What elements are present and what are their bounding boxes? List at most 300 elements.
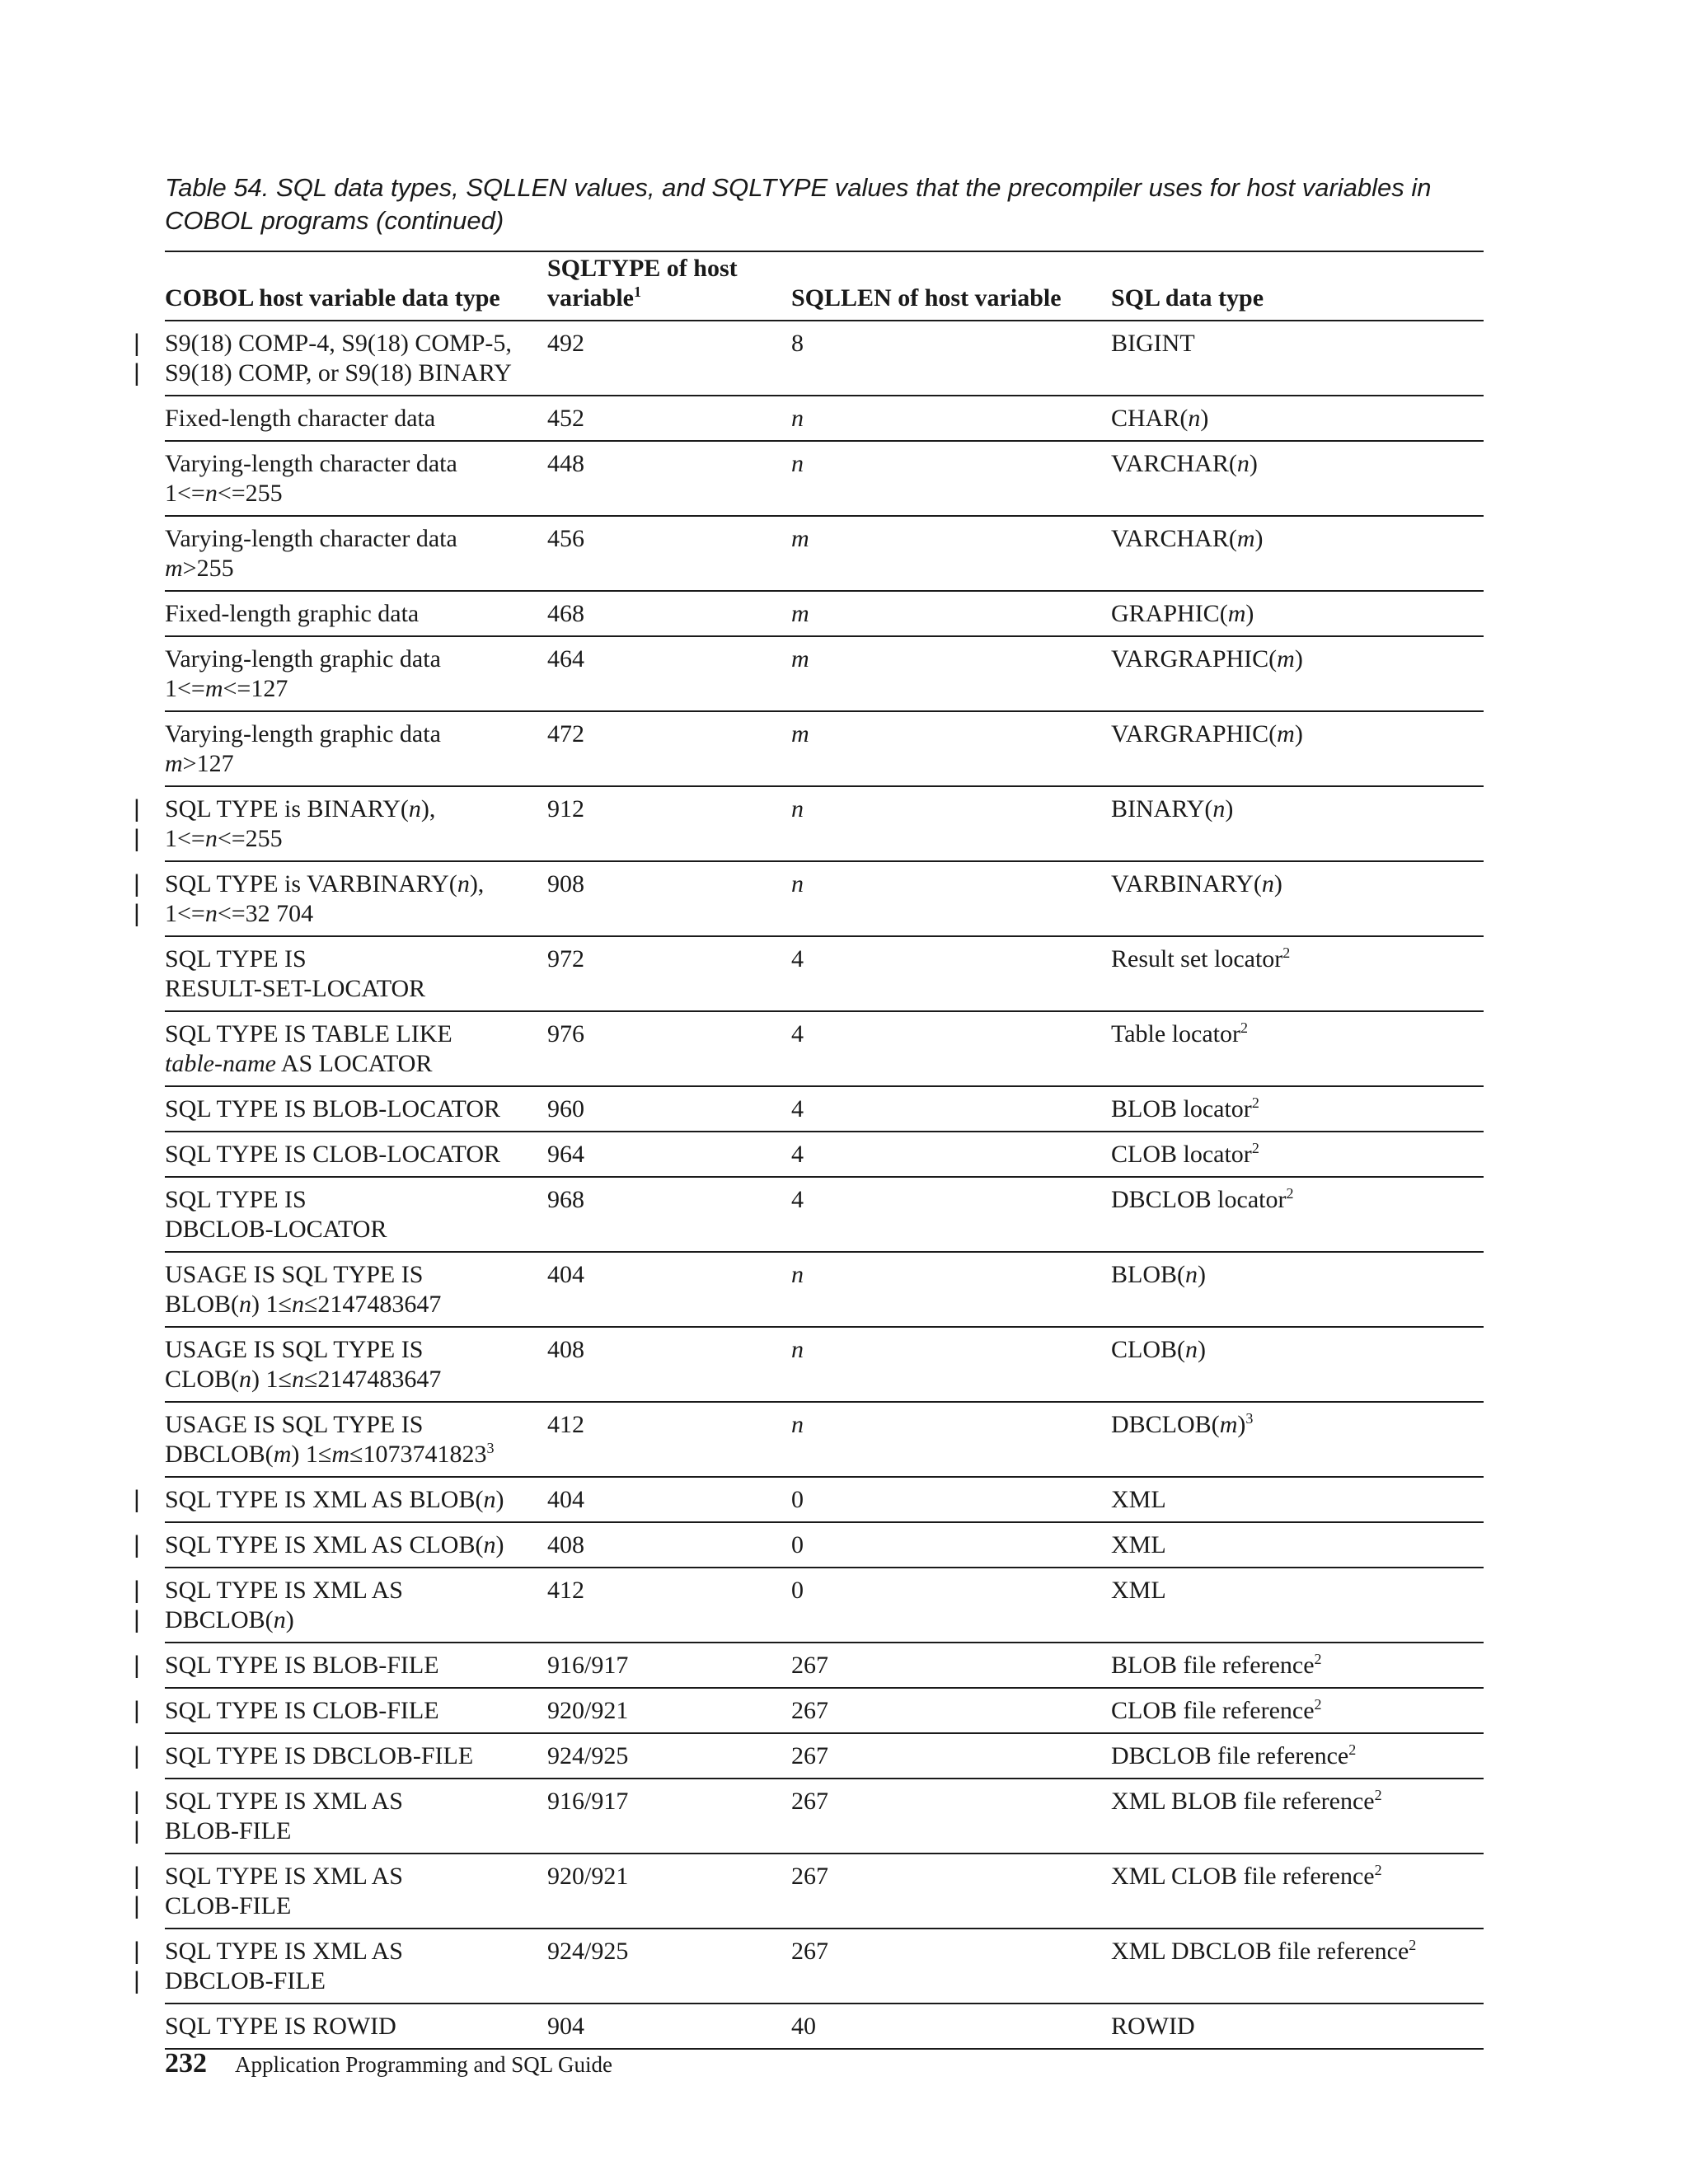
cell-text: <=255 — [217, 825, 283, 852]
cell-cobol-type — [165, 524, 544, 583]
cell-sqllen: n — [791, 795, 804, 823]
cell-text: 1<= — [165, 675, 205, 702]
change-bar — [134, 1787, 145, 1846]
cell-text: ) — [1294, 645, 1303, 673]
cell-sqllen: 4 — [791, 1095, 804, 1122]
cell-text: XML — [1111, 1577, 1166, 1604]
cell-text-italic: m — [204, 675, 223, 702]
cell-cobol-type — [165, 1185, 544, 1244]
cell-text: SQL TYPE IS XML AS — [165, 1577, 403, 1604]
cell-text: ) — [1254, 525, 1264, 552]
cell-text-italic: n — [457, 870, 470, 898]
cell-text: ) — [1245, 600, 1254, 627]
cell-text-italic: n — [204, 480, 218, 507]
cell-sqltype: 468 — [547, 600, 584, 627]
cell-sql-data-type — [1111, 944, 1482, 974]
cell-sqltype: 912 — [547, 795, 584, 823]
cell-sqltype: 968 — [547, 1186, 584, 1213]
cell-sqllen: n — [791, 1336, 804, 1363]
cell-text: VARCHAR( — [1111, 525, 1237, 552]
footnote-ref: 2 — [1409, 1937, 1417, 1953]
cell-text: BIGINT — [1111, 330, 1195, 357]
cell-text: <=127 — [223, 675, 288, 702]
cell-text: SQL TYPE IS — [165, 945, 307, 972]
table-row — [134, 1779, 1484, 1854]
cell-text-italic: n — [408, 795, 421, 823]
cell-text: Result set locator — [1111, 945, 1283, 972]
cell-text: VARCHAR( — [1111, 450, 1237, 477]
cell-text: DBCLOB-LOCATOR — [165, 1216, 387, 1243]
header-sql-data-type: SQL data type — [1111, 284, 1264, 312]
cell-text: CLOB( — [1111, 1336, 1185, 1363]
cell-sqllen: 267 — [791, 1697, 828, 1724]
cell-text: SQL TYPE IS XML AS — [165, 1788, 403, 1815]
cell-sqllen: n — [791, 450, 804, 477]
change-bar-mark: | — [134, 795, 140, 823]
table-row — [134, 787, 1484, 862]
table-header — [165, 252, 1484, 321]
cell-sqltype: 408 — [547, 1336, 584, 1363]
cell-cobol-type — [165, 1530, 544, 1560]
cell-sqltype: 472 — [547, 720, 584, 748]
cell-text: XML DBCLOB file reference — [1111, 1938, 1409, 1965]
cell-text-italic: n — [239, 1291, 251, 1318]
cell-sqllen: 40 — [791, 2013, 816, 2040]
cell-cobol-type — [165, 1260, 544, 1319]
cell-text: SQL TYPE IS XML AS BLOB( — [165, 1486, 484, 1513]
cell-text: S9(18) COMP-4, S9(18) COMP-5, — [165, 330, 512, 357]
cell-sqllen: 4 — [791, 1141, 804, 1168]
cell-sql-data-type — [1111, 1094, 1482, 1124]
caption-line-2: COBOL programs (continued) — [165, 206, 504, 235]
cell-sqllen: m — [791, 525, 809, 552]
cell-sql-data-type — [1111, 1937, 1482, 1966]
cell-text: ) — [1273, 870, 1282, 898]
cell-text: 1<= — [165, 480, 205, 507]
cell-cobol-type — [165, 1741, 544, 1771]
cell-sqllen: 0 — [791, 1531, 804, 1558]
cell-text: USAGE IS SQL TYPE IS — [165, 1411, 424, 1438]
cell-text: CLOB( — [165, 1366, 239, 1393]
cell-text: DBCLOB( — [165, 1441, 274, 1468]
table-row — [165, 517, 1484, 592]
cell-sqltype: 904 — [547, 2013, 584, 2040]
change-bar-mark: | — [134, 330, 140, 357]
cell-cobol-type — [165, 944, 544, 1004]
cell-text: VARBINARY( — [1111, 870, 1262, 898]
table-row — [165, 1403, 1484, 1478]
cell-text: ) — [495, 1486, 504, 1513]
change-bar — [134, 1741, 145, 1771]
cell-text-italic: m — [273, 1441, 292, 1468]
cell-text: SQL TYPE IS XML AS CLOB( — [165, 1531, 484, 1558]
table-row — [134, 1854, 1484, 1929]
cell-sqllen: 0 — [791, 1577, 804, 1604]
cell-text-italic: m — [165, 555, 183, 582]
change-bar-mark: | — [134, 1606, 140, 1633]
header-cobol-type: COBOL host variable data type — [165, 284, 500, 312]
cell-text: SQL TYPE IS CLOB-LOCATOR — [165, 1141, 500, 1168]
cell-sql-data-type — [1111, 404, 1482, 434]
cell-sqllen: 267 — [791, 1742, 828, 1769]
cell-sql-data-type — [1111, 1019, 1482, 1049]
cell-text: SQL TYPE IS XML AS — [165, 1863, 403, 1890]
table-body — [134, 321, 1484, 2050]
table-row — [165, 442, 1484, 517]
page-number: 232 — [165, 2048, 207, 2079]
change-bar-mark: | — [134, 1788, 140, 1815]
cell-sqltype: 924/925 — [547, 1938, 629, 1965]
change-bar — [134, 1937, 145, 1996]
cell-sql-data-type — [1111, 1185, 1482, 1215]
change-bar-mark: | — [134, 1817, 140, 1844]
cell-text: SQL TYPE is VARBINARY( — [165, 870, 457, 898]
cell-sqltype: 404 — [547, 1486, 584, 1513]
table-row — [165, 1328, 1484, 1403]
cell-text: VARGRAPHIC( — [1111, 645, 1278, 673]
cell-text: Varying-length character data — [165, 525, 457, 552]
cell-cobol-type — [165, 1140, 544, 1169]
cell-sql-data-type — [1111, 1862, 1482, 1891]
footnote-ref: 2 — [1348, 1741, 1357, 1758]
cell-cobol-type — [165, 1335, 544, 1394]
cell-sqllen: 267 — [791, 1652, 828, 1679]
table-row — [165, 396, 1484, 442]
cell-sqltype: 916/917 — [547, 1652, 629, 1679]
cell-text: XML — [1111, 1486, 1166, 1513]
cell-text: ) — [1294, 720, 1303, 748]
cell-text: ) — [1198, 1336, 1206, 1363]
cell-text: Varying-length character data — [165, 450, 457, 477]
cell-sqllen: n — [791, 405, 804, 432]
cell-sqltype: 924/925 — [547, 1742, 629, 1769]
cell-text: ) — [1198, 1261, 1206, 1288]
header-sqltype — [547, 254, 786, 313]
cell-cobol-type — [165, 329, 544, 388]
cell-text: XML CLOB file reference — [1111, 1863, 1375, 1890]
cell-sqllen: n — [791, 1411, 804, 1438]
cell-text-italic: n — [483, 1486, 496, 1513]
footnote-ref: 2 — [1240, 1019, 1248, 1036]
table-row — [165, 937, 1484, 1012]
cell-text: ), — [469, 870, 485, 898]
cell-cobol-type — [165, 1862, 544, 1921]
header-sqltype-line2: variable — [547, 284, 634, 312]
table-row — [165, 1253, 1484, 1328]
cell-sqllen: 267 — [791, 1938, 828, 1965]
footnote-ref: 2 — [1251, 1094, 1259, 1111]
change-bar-mark: | — [134, 1486, 140, 1513]
cell-sqltype: 964 — [547, 1141, 584, 1168]
cell-cobol-type — [165, 1787, 544, 1846]
cell-text: BLOB-FILE — [165, 1817, 292, 1844]
cell-sqltype: 404 — [547, 1261, 584, 1288]
cell-sqllen: m — [791, 600, 809, 627]
footnote-ref: 2 — [1286, 1185, 1294, 1202]
cell-text: 1<= — [165, 825, 205, 852]
cell-sqllen: n — [791, 1261, 804, 1288]
cell-sql-data-type — [1111, 1576, 1482, 1605]
cell-text-italic: n — [1188, 405, 1201, 432]
header-sqllen: SQLLEN of host variable — [791, 284, 1062, 312]
cell-text: VARGRAPHIC( — [1111, 720, 1278, 748]
cell-text: BLOB locator — [1111, 1095, 1252, 1122]
cell-text: ) — [1200, 405, 1209, 432]
cell-text-italic: n — [291, 1366, 304, 1393]
change-bar — [134, 1651, 145, 1680]
cell-sql-data-type — [1111, 1260, 1482, 1290]
table-row — [165, 637, 1484, 712]
cell-sqltype: 456 — [547, 525, 584, 552]
cell-text: Varying-length graphic data — [165, 720, 441, 748]
cell-sql-data-type — [1111, 1530, 1482, 1560]
cell-sql-data-type — [1111, 329, 1482, 359]
change-bar-mark: | — [134, 1967, 140, 1994]
cell-text: ), — [420, 795, 436, 823]
cell-text: ) 1≤ — [251, 1366, 292, 1393]
cell-text-italic: n — [204, 900, 218, 927]
change-bar — [134, 1530, 145, 1560]
footnote-ref: 2 — [1314, 1696, 1322, 1713]
cell-cobol-type — [165, 1485, 544, 1515]
table-row — [134, 1689, 1484, 1734]
footnote-ref: 2 — [1314, 1651, 1322, 1667]
cell-cobol-type — [165, 1094, 544, 1124]
cell-sqllen: m — [791, 720, 809, 748]
cell-sql-data-type — [1111, 2012, 1482, 2041]
cell-sqllen: m — [791, 645, 809, 673]
cell-sqllen: 267 — [791, 1788, 828, 1815]
cell-sql-data-type — [1111, 1696, 1482, 1726]
cell-cobol-type — [165, 644, 544, 704]
cell-text-italic: n — [204, 825, 218, 852]
change-bar — [134, 1862, 145, 1921]
cell-text-italic: n — [1212, 795, 1226, 823]
cell-text: SQL TYPE IS DBCLOB-FILE — [165, 1742, 474, 1769]
cell-cobol-type — [165, 869, 544, 929]
cell-sql-data-type — [1111, 524, 1482, 554]
cell-text: Fixed-length graphic data — [165, 600, 420, 627]
footnote-ref: 2 — [1374, 1862, 1382, 1878]
cell-text: GRAPHIC( — [1111, 600, 1228, 627]
sql-data-types-table — [134, 251, 1484, 2050]
cell-text: ) — [1249, 450, 1258, 477]
table-caption — [165, 171, 1484, 237]
cell-sql-data-type — [1111, 719, 1482, 749]
cell-text: ) 1≤ — [251, 1291, 292, 1318]
cell-text: BLOB( — [165, 1291, 239, 1318]
cell-sqllen: 0 — [791, 1486, 804, 1513]
table-row — [165, 1178, 1484, 1253]
cell-text: Varying-length graphic data — [165, 645, 441, 673]
cell-cobol-type — [165, 1019, 544, 1079]
cell-cobol-type — [165, 1576, 544, 1635]
table-row — [134, 1523, 1484, 1568]
cell-text-italic: n — [1185, 1336, 1198, 1363]
table-row — [165, 1087, 1484, 1132]
cell-text: BINARY( — [1111, 795, 1213, 823]
cell-text: AS LOCATOR — [275, 1050, 433, 1077]
cell-text: RESULT-SET-LOCATOR — [165, 975, 426, 1002]
cell-text-italic: m — [1277, 645, 1295, 673]
cell-sqllen: 4 — [791, 945, 804, 972]
cell-text: CLOB-FILE — [165, 1892, 292, 1919]
footnote-ref: 2 — [1282, 944, 1291, 961]
change-bar-mark: | — [134, 1577, 140, 1604]
cell-text-italic: n — [239, 1366, 251, 1393]
cell-text: ≤1073741823 — [349, 1441, 487, 1468]
cell-text-italic: m — [1277, 720, 1295, 748]
cell-text: Table locator — [1111, 1020, 1240, 1047]
cell-sqltype: 920/921 — [547, 1697, 629, 1724]
cell-text: ) — [495, 1531, 504, 1558]
cell-cobol-type — [165, 1937, 544, 1996]
cell-text: SQL TYPE IS — [165, 1186, 307, 1213]
cell-text: BLOB file reference — [1111, 1652, 1315, 1679]
cell-text: >127 — [182, 750, 234, 777]
cell-text: >255 — [182, 555, 234, 582]
cell-cobol-type — [165, 449, 544, 509]
cell-sql-data-type — [1111, 1651, 1482, 1680]
footnote-ref: 2 — [1374, 1787, 1382, 1803]
cell-sqltype: 408 — [547, 1531, 584, 1558]
table-row — [134, 862, 1484, 937]
cell-cobol-type — [165, 1696, 544, 1726]
cell-text: SQL TYPE IS CLOB-FILE — [165, 1697, 439, 1724]
change-bar-mark: | — [134, 825, 140, 852]
cell-sqltype: 464 — [547, 645, 584, 673]
cell-text-italic: m — [1236, 525, 1255, 552]
change-bar-mark: | — [134, 900, 140, 927]
cell-sqllen: 267 — [791, 1863, 828, 1890]
footnote-ref: 3 — [1245, 1410, 1254, 1427]
cell-text: CLOB locator — [1111, 1141, 1252, 1168]
cell-text: Fixed-length character data — [165, 405, 436, 432]
cell-text: ) 1≤ — [291, 1441, 332, 1468]
cell-cobol-type — [165, 599, 544, 629]
book-title: Application Programming and SQL Guide — [235, 2052, 612, 2077]
cell-text: BLOB( — [1111, 1261, 1185, 1288]
cell-text: DBCLOB file reference — [1111, 1742, 1349, 1769]
table-row — [134, 1929, 1484, 2004]
cell-text: DBCLOB locator — [1111, 1186, 1287, 1213]
cell-text-italic: m — [1219, 1411, 1238, 1438]
cell-sqltype: 916/917 — [547, 1788, 629, 1815]
cell-sql-data-type — [1111, 1335, 1482, 1365]
cell-text: DBCLOB( — [165, 1606, 274, 1633]
change-bar — [134, 1696, 145, 1726]
cell-text: CLOB file reference — [1111, 1697, 1315, 1724]
cell-sqltype: 972 — [547, 945, 584, 972]
cell-text-italic: m — [331, 1441, 349, 1468]
change-bar-mark: | — [134, 1697, 140, 1724]
change-bar-mark: | — [134, 1652, 140, 1679]
change-bar-mark: | — [134, 359, 140, 387]
cell-sql-data-type — [1111, 1787, 1482, 1816]
cell-sql-data-type — [1111, 599, 1482, 629]
change-bar-mark: | — [134, 870, 140, 898]
change-bar-mark: | — [134, 1938, 140, 1965]
cell-sqltype: 448 — [547, 450, 584, 477]
table-row — [165, 1012, 1484, 1087]
cell-text-italic: n — [1236, 450, 1250, 477]
cell-text: SQL TYPE IS TABLE LIKE — [165, 1020, 452, 1047]
change-bar-mark: | — [134, 1742, 140, 1769]
caption-line-1: Table 54. SQL data types, SQLLEN values, and SQLTYPE values that the precompiler uses for host variables in — [165, 173, 1432, 202]
cell-text: USAGE IS SQL TYPE IS — [165, 1336, 424, 1363]
cell-text: <=255 — [217, 480, 283, 507]
cell-cobol-type — [165, 719, 544, 779]
change-bar-mark: | — [134, 1892, 140, 1919]
change-bar — [134, 1576, 145, 1635]
change-bar — [134, 1485, 145, 1515]
cell-sqllen: 4 — [791, 1020, 804, 1047]
cell-text-italic: m — [1227, 600, 1246, 627]
table-row — [165, 592, 1484, 637]
change-bar — [134, 794, 145, 854]
cell-text: DBCLOB( — [1111, 1411, 1220, 1438]
cell-text: USAGE IS SQL TYPE IS — [165, 1261, 424, 1288]
cell-text: XML BLOB file reference — [1111, 1788, 1375, 1815]
table-row — [134, 1568, 1484, 1643]
table-row — [134, 321, 1484, 396]
cell-text: SQL TYPE IS BLOB-FILE — [165, 1652, 439, 1679]
cell-cobol-type — [165, 2012, 544, 2041]
cell-text: SQL TYPE IS ROWID — [165, 2013, 396, 2040]
cell-cobol-type — [165, 1651, 544, 1680]
cell-sqltype: 976 — [547, 1020, 584, 1047]
cell-sql-data-type — [1111, 1741, 1482, 1771]
cell-text: CHAR( — [1111, 405, 1189, 432]
cell-text-italic: n — [1185, 1261, 1198, 1288]
cell-sqltype: 452 — [547, 405, 584, 432]
cell-sql-data-type — [1111, 1410, 1482, 1440]
cell-text: DBCLOB-FILE — [165, 1967, 326, 1994]
table-row — [134, 1478, 1484, 1523]
cell-text: SQL TYPE IS XML AS — [165, 1938, 403, 1965]
cell-sql-data-type — [1111, 1140, 1482, 1169]
cell-text-italic: n — [273, 1606, 286, 1633]
cell-sqltype: 412 — [547, 1411, 584, 1438]
cell-sql-data-type — [1111, 644, 1482, 674]
footnote-ref: 3 — [486, 1440, 495, 1456]
cell-text: ≤2147483647 — [303, 1366, 442, 1393]
cell-sqllen: 8 — [791, 330, 804, 357]
header-sqltype-line1: SQLTYPE of host — [547, 255, 738, 282]
cell-text: ) — [1237, 1411, 1246, 1438]
cell-text: <=32 704 — [217, 900, 314, 927]
cell-cobol-type — [165, 1410, 544, 1469]
cell-text-italic: table-name — [165, 1050, 276, 1077]
cell-sql-data-type — [1111, 794, 1482, 824]
header-sqltype-footnote: 1 — [634, 284, 641, 300]
cell-text-italic: n — [1261, 870, 1274, 898]
cell-sqltype: 920/921 — [547, 1863, 629, 1890]
cell-cobol-type — [165, 794, 544, 854]
cell-text-italic: n — [291, 1291, 304, 1318]
cell-sqltype: 960 — [547, 1095, 584, 1122]
table-row — [165, 2004, 1484, 2050]
cell-text-italic: n — [483, 1531, 496, 1558]
cell-text-italic: m — [165, 750, 183, 777]
cell-text: ROWID — [1111, 2013, 1195, 2040]
cell-text: ) — [1225, 795, 1234, 823]
cell-text: ≤2147483647 — [303, 1291, 442, 1318]
cell-text: S9(18) COMP, or S9(18) BINARY — [165, 359, 512, 387]
table-row — [134, 1643, 1484, 1689]
page-footer — [165, 2047, 612, 2081]
cell-sqltype: 412 — [547, 1577, 584, 1604]
